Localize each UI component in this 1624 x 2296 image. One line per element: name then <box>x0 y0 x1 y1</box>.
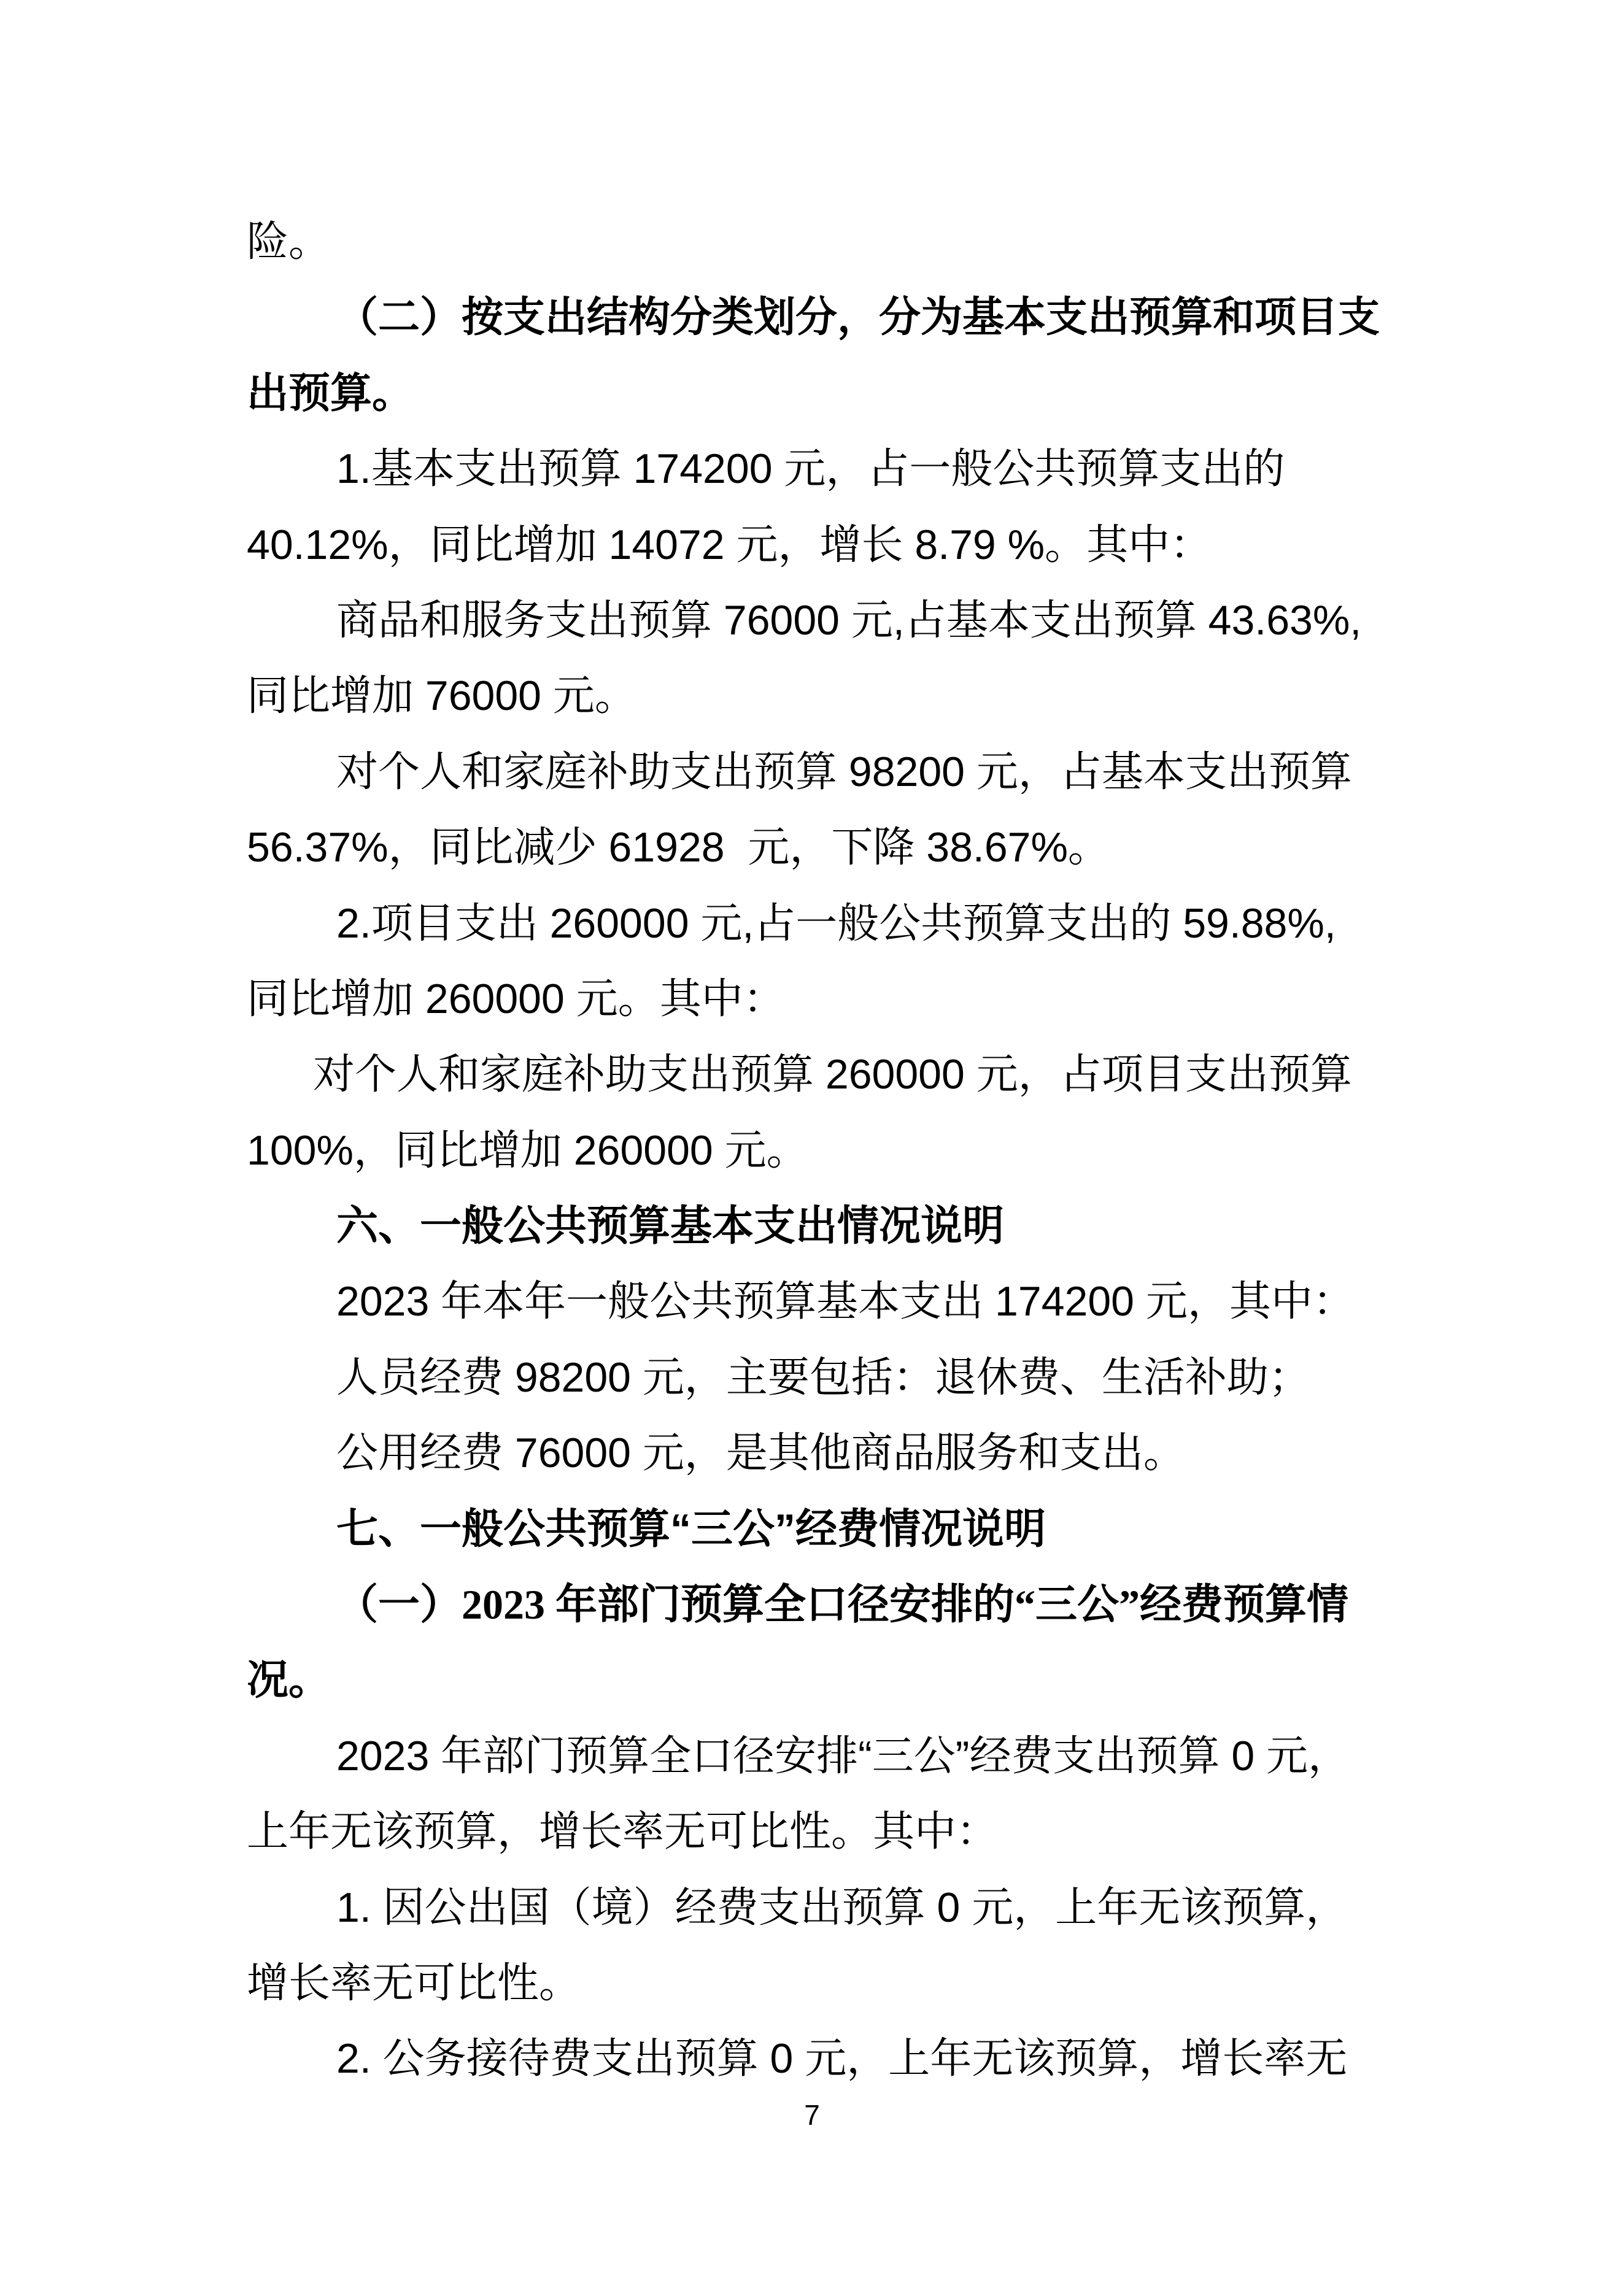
text-line: 56.37%，同比减少 61928 元，下降 38.67%。 <box>247 824 1110 871</box>
section-heading: 况。 <box>247 1657 331 1704</box>
page-number: 7 <box>804 2099 820 2131</box>
text-line: 商品和服务支出预算 76000 元,占基本支出预算 43.63%, <box>336 596 1362 644</box>
text-line: 公用经费 76000 元，是其他商品服务和支出。 <box>336 1430 1185 1477</box>
text-line: 1.基本支出预算 174200 元，占一般公共预算支出的 <box>336 445 1285 493</box>
text-line: 2023 年本年一般公共预算基本支出 174200 元，其中： <box>336 1278 1355 1325</box>
section-heading: 七、一般公共预算“三公”经费情况说明 <box>336 1505 1046 1552</box>
text-line: 同比增加 260000 元。其中： <box>247 975 785 1022</box>
text-line: 2023 年部门预算全口径安排“三公”经费支出预算 0 元， <box>336 1732 1350 1779</box>
text-line: 险。 <box>247 218 331 265</box>
section-heading: （二）按支出结构分类划分，分为基本支出预算和项目支 <box>336 294 1380 341</box>
section-heading: （一）2023 年部门预算全口径安排的“三公”经费预算情 <box>336 1581 1349 1628</box>
text-line: 1. 因公出国（境）经费支出预算 0 元，上年无该预算， <box>336 1884 1348 1931</box>
text-line: 2. 公务接待费支出预算 0 元，上年无该预算，增长率无 <box>336 2035 1348 2082</box>
section-heading: 出预算。 <box>247 369 414 417</box>
text-line: 增长率无可比性。 <box>247 1959 581 2006</box>
text-line: 40.12%，同比增加 14072 元，增长 8.79 %。其中： <box>247 521 1212 568</box>
section-heading: 六、一般公共预算基本支出情况说明 <box>336 1203 1005 1250</box>
text-line: 上年无该预算，增长率无可比性。其中： <box>247 1808 999 1855</box>
document-body <box>247 204 1387 2097</box>
text-line: 对个人和家庭补助支出预算 260000 元，占项目支出预算 <box>313 1051 1352 1098</box>
text-line: 同比增加 76000 元。 <box>247 672 636 720</box>
text-line: 对个人和家庭补助支出预算 98200 元，占基本支出预算 <box>336 748 1352 795</box>
text-line: 100%，同比增加 260000 元。 <box>247 1127 808 1174</box>
text-line: 人员经费 98200 元，主要包括：退休费、生活补助； <box>336 1354 1310 1401</box>
text-line: 2.项目支出 260000 元,占一般公共预算支出的 59.88%, <box>336 900 1336 947</box>
